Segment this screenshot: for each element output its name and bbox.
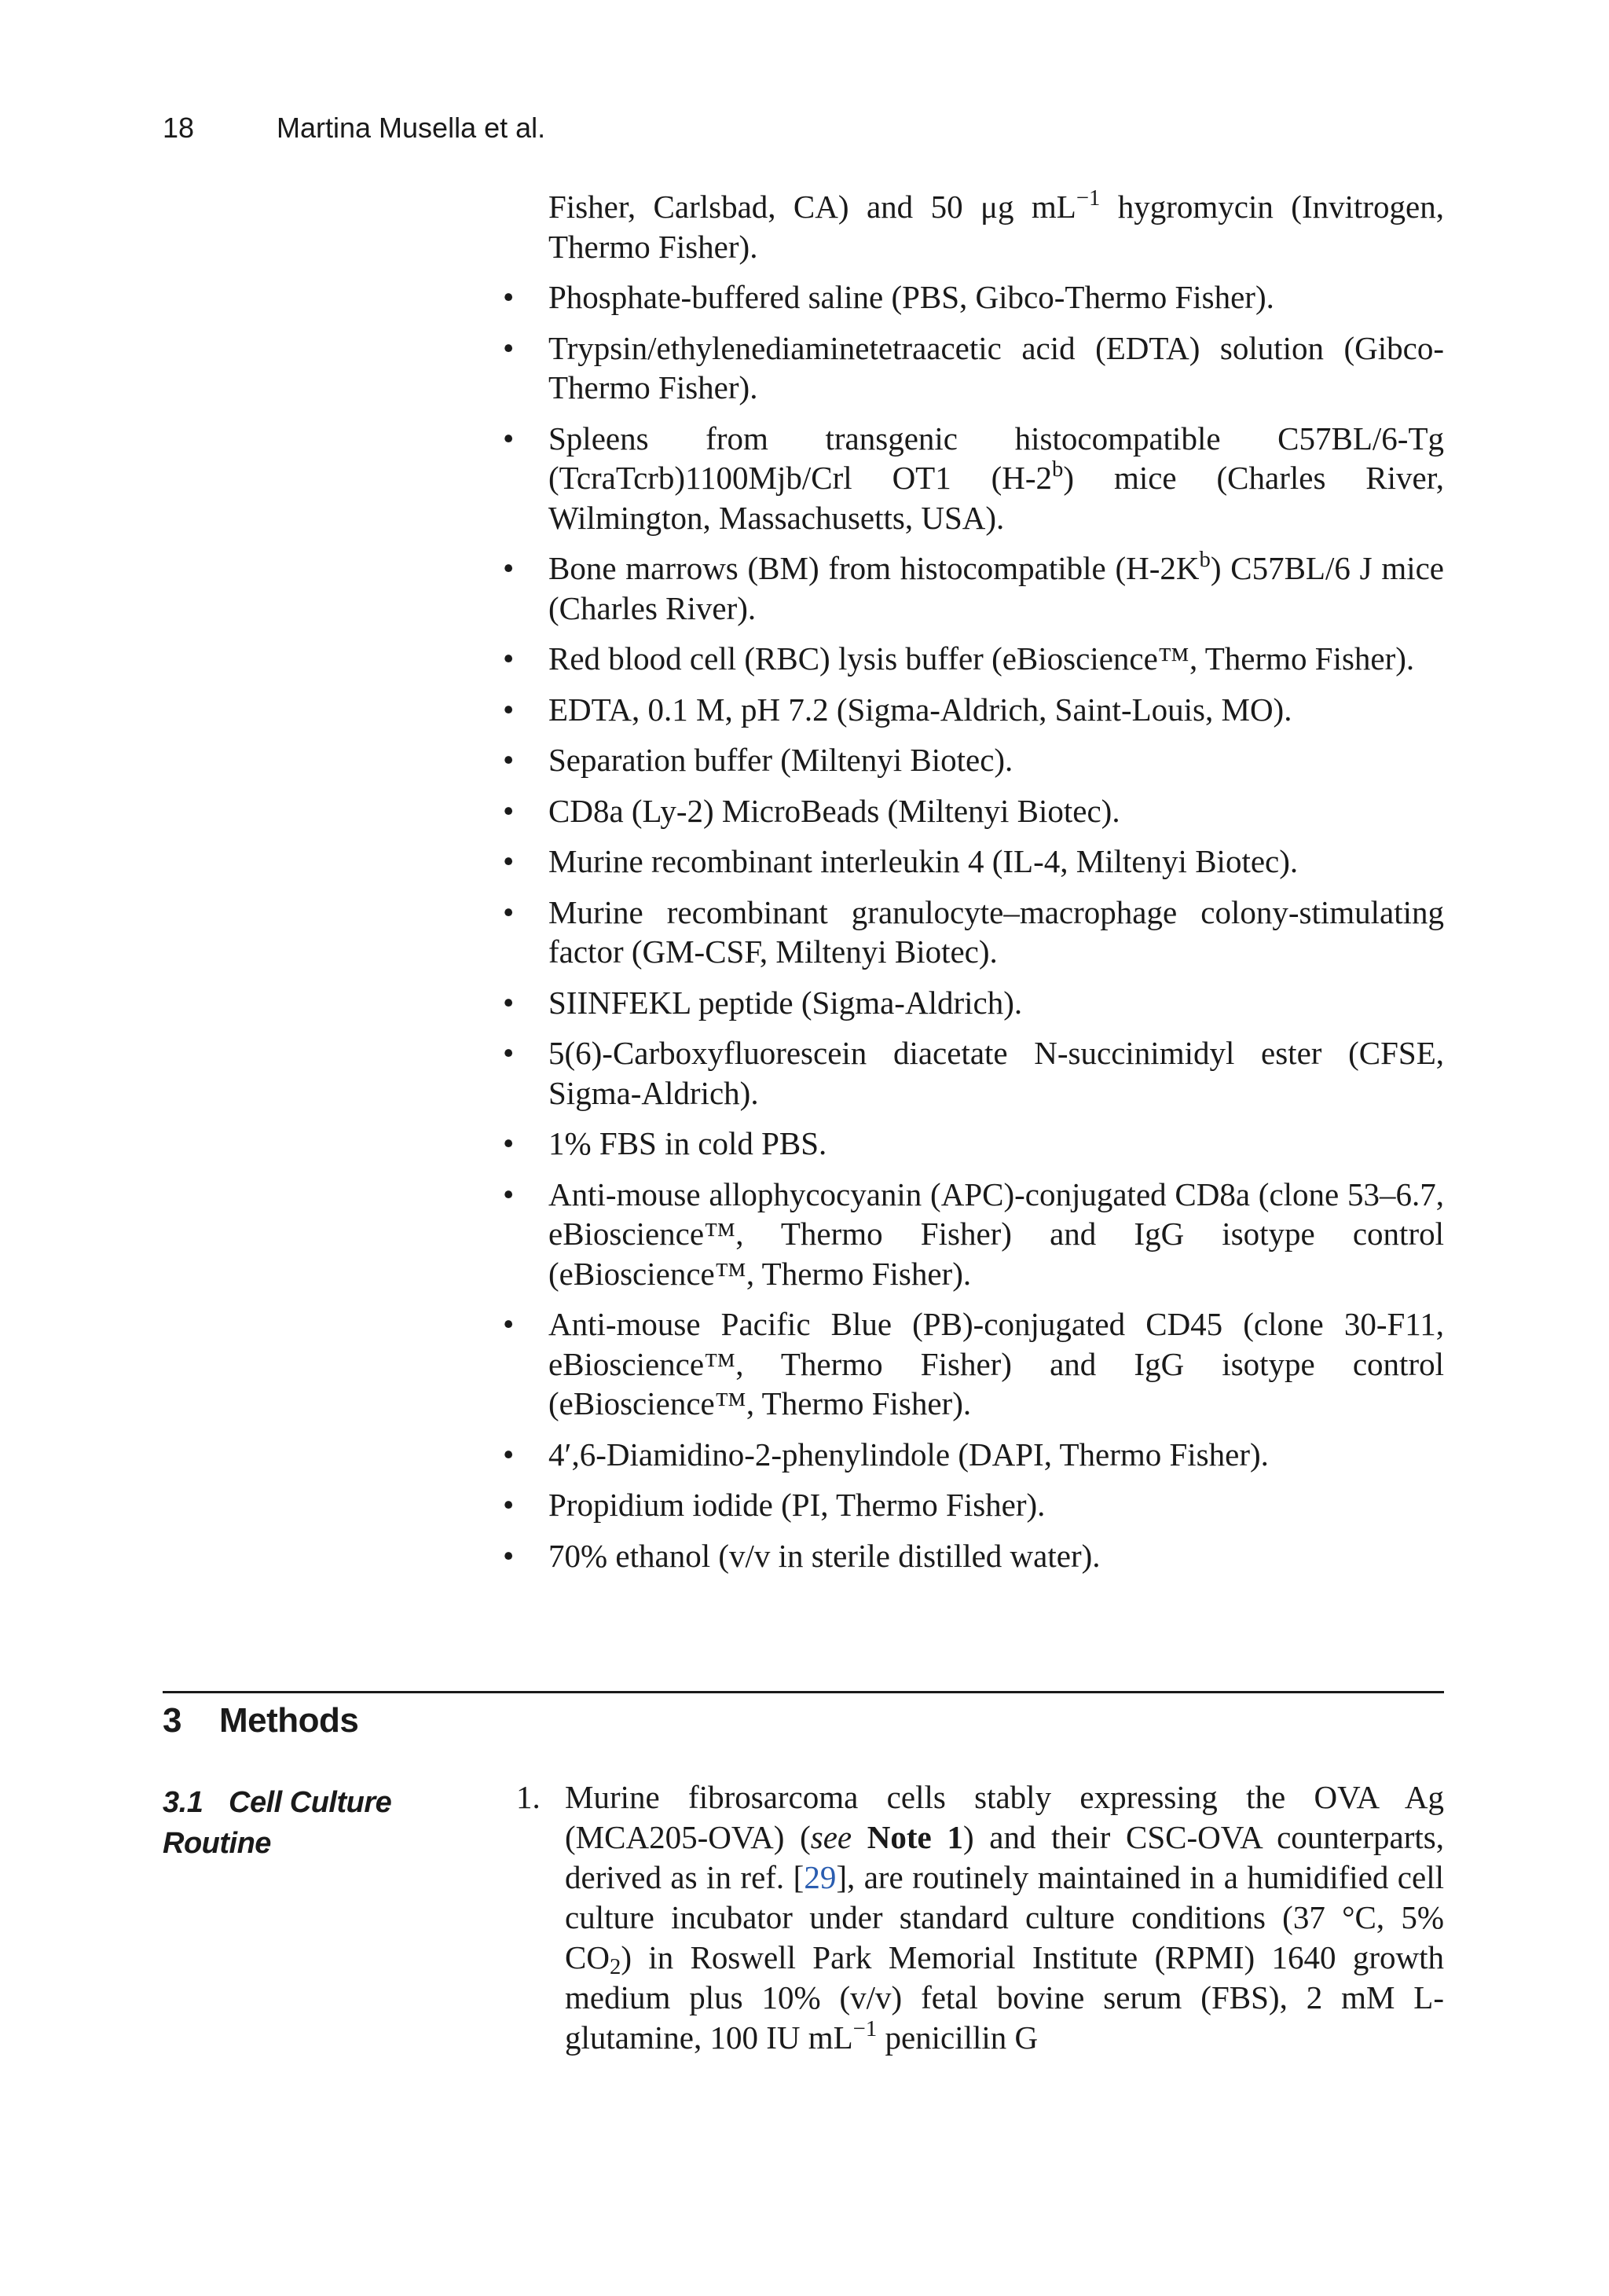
list-item-text: Trypsin/ethylenediaminetetraacetic acid (EDTA) solution (Gibco-Thermo Fisher). bbox=[548, 329, 1444, 405]
bullet-icon: • bbox=[503, 691, 515, 728]
continued-item-text-end: hygromycin (Invitrogen, Thermo Fisher). bbox=[548, 189, 1444, 265]
list-item bbox=[495, 791, 1444, 831]
bullet-icon: • bbox=[503, 1125, 515, 1161]
subscript: 2 bbox=[609, 1954, 621, 1980]
list-item-text: Phosphate-buffered saline (PBS, Gibco-Thermo Fisher). bbox=[548, 279, 1274, 315]
method-step bbox=[516, 1777, 1444, 2058]
superscript: b bbox=[1199, 547, 1211, 573]
materials-list-section bbox=[495, 187, 1444, 1586]
list-item bbox=[495, 419, 1444, 538]
bullet-icon: • bbox=[503, 984, 515, 1021]
section-title: Methods bbox=[219, 1701, 359, 1740]
continued-item-text: Fisher, Carlsbad, CA) and 50 μg mL bbox=[548, 189, 1076, 225]
list-item-text: 5(6)-Carboxyfluorescein diacetate N-succinimidyl ester (CFSE, Sigma-Aldrich). bbox=[548, 1035, 1444, 1111]
bullet-icon: • bbox=[503, 1537, 515, 1574]
list-item-text: Propidium iodide (PI, Thermo Fisher). bbox=[548, 1487, 1046, 1523]
list-item bbox=[495, 639, 1444, 679]
step-text: Murine fibrosarcoma cells stably expressing the OVA Ag (MCA205-OVA) ( bbox=[565, 1779, 1444, 1855]
list-item-text: Spleens from transgenic histocompatible C57BL/6-Tg (TcraTcrb)1100Mjb/Crl OT1 (H-2 bbox=[548, 420, 1444, 496]
list-item-text: Separation buffer (Miltenyi Biotec). bbox=[548, 742, 1013, 778]
superscript: −1 bbox=[1076, 185, 1101, 211]
bullet-icon: • bbox=[503, 550, 515, 586]
bullet-icon: • bbox=[503, 1176, 515, 1212]
materials-list bbox=[495, 277, 1444, 1575]
list-item bbox=[495, 1435, 1444, 1475]
list-item bbox=[495, 893, 1444, 972]
list-item-text: Red blood cell (RBC) lysis buffer (eBioscience™, Thermo Fisher). bbox=[548, 640, 1415, 677]
section-divider bbox=[163, 1691, 1444, 1693]
list-item-text: 70% ethanol (v/v in sterile distilled water). bbox=[548, 1537, 1101, 1574]
bullet-icon: • bbox=[503, 640, 515, 677]
bullet-icon: • bbox=[503, 329, 515, 366]
list-item-text: Murine recombinant granulocyte–macrophage colony-stimulating factor (GM-CSF, Miltenyi Biotec). bbox=[548, 893, 1444, 970]
bullet-icon: • bbox=[503, 1035, 515, 1071]
list-item-text: Anti-mouse allophycocyanin (APC)-conjugated CD8a (clone 53–6.7, eBioscience™, Thermo Fisher) and IgG isotype control (eBioscience™, Thermo Fisher). bbox=[548, 1176, 1444, 1292]
bullet-icon: • bbox=[503, 420, 515, 457]
reference-link[interactable]: 29 bbox=[804, 1859, 837, 1895]
list-item-text: 1% FBS in cold PBS. bbox=[548, 1125, 827, 1161]
step-text: penicillin G bbox=[877, 2019, 1039, 2056]
continued-item bbox=[548, 187, 1444, 266]
step-text: ) in Roswell Park Memorial Institute (RPMI) 1640 growth medium plus 10% (v/v) fetal bovine serum (FBS), 2 mM L-glutamine, 100 IU mL bbox=[565, 1939, 1444, 2056]
list-item bbox=[495, 842, 1444, 882]
bullet-icon: • bbox=[503, 1306, 515, 1342]
bullet-icon: • bbox=[503, 279, 515, 315]
superscript: −1 bbox=[852, 2016, 878, 2042]
list-item-text: Murine recombinant interleukin 4 (IL-4, Miltenyi Biotec). bbox=[548, 843, 1299, 879]
list-item-text: Bone marrows (BM) from histocompatible (H-2K bbox=[548, 550, 1200, 586]
list-item bbox=[495, 740, 1444, 780]
superscript: b bbox=[1052, 457, 1064, 482]
list-item-text-end: ) mice (Charles River, Wilmington, Massachusetts, USA). bbox=[548, 460, 1444, 536]
list-item-text: EDTA, 0.1 M, pH 7.2 (Sigma-Aldrich, Saint-Louis, MO). bbox=[548, 691, 1292, 728]
section-heading bbox=[163, 1699, 358, 1743]
list-item-text: CD8a (Ly-2) MicroBeads (Miltenyi Biotec). bbox=[548, 792, 1120, 829]
list-item-text: SIINFEKL peptide (Sigma-Aldrich). bbox=[548, 984, 1023, 1021]
step-number: 1. bbox=[516, 1779, 541, 1815]
bullet-icon: • bbox=[503, 843, 515, 879]
note-link[interactable]: Note 1 bbox=[867, 1819, 963, 1855]
methods-step-list bbox=[516, 1777, 1444, 2058]
bullet-icon: • bbox=[503, 1436, 515, 1473]
list-item bbox=[495, 277, 1444, 317]
bullet-icon: • bbox=[503, 742, 515, 778]
bullet-icon: • bbox=[503, 893, 515, 930]
bullet-icon: • bbox=[503, 1487, 515, 1523]
bullet-icon: • bbox=[503, 792, 515, 829]
list-item bbox=[495, 690, 1444, 730]
running-head bbox=[163, 112, 545, 145]
subsection-title: Cell Culture Routine bbox=[163, 1786, 392, 1860]
list-item bbox=[495, 328, 1444, 408]
running-head-authors: Martina Musella et al. bbox=[277, 112, 546, 144]
list-item-text-end: ) C57BL/6 J mice (Charles River). bbox=[548, 550, 1444, 626]
section-number: 3 bbox=[163, 1701, 181, 1740]
list-item bbox=[495, 1124, 1444, 1164]
step-text: ], are routinely maintained in a humidified cell culture incubator under standard culture conditions (37 °C, 5% CO bbox=[565, 1859, 1444, 1975]
subsection-heading bbox=[163, 1782, 445, 1864]
list-item bbox=[495, 1175, 1444, 1294]
list-item-text: 4′,6-Diamidino-2-phenylindole (DAPI, Thermo Fisher). bbox=[548, 1436, 1269, 1473]
page-number: 18 bbox=[163, 112, 195, 144]
list-item bbox=[495, 1033, 1444, 1113]
list-item-text: Anti-mouse Pacific Blue (PB)-conjugated CD45 (clone 30-F11, eBioscience™, Thermo Fisher) and IgG isotype control (eBioscience™, Thermo Fisher). bbox=[548, 1306, 1444, 1421]
subsection-number: 3.1 bbox=[163, 1786, 203, 1819]
list-item bbox=[495, 983, 1444, 1023]
see-text: see bbox=[810, 1819, 852, 1855]
list-item bbox=[495, 1304, 1444, 1424]
list-item bbox=[495, 1536, 1444, 1576]
list-item bbox=[495, 548, 1444, 628]
list-item bbox=[495, 1485, 1444, 1525]
step-text: ) and their CSC-OVA counterparts, derived as in ref. [ bbox=[565, 1819, 1444, 1895]
